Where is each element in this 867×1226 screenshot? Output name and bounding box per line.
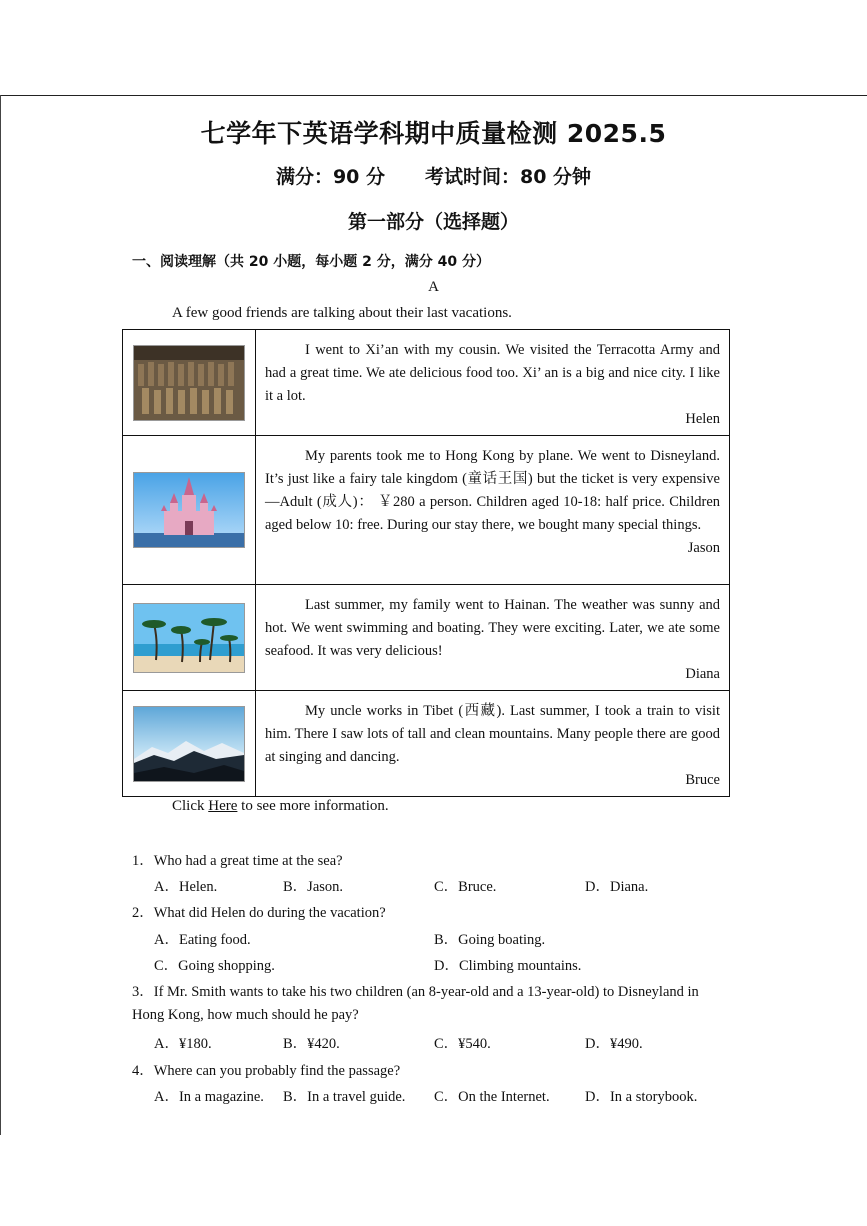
option: C．Going shopping.: [154, 958, 275, 974]
part-heading: 第一部分（选择题）: [347, 211, 519, 233]
question-stem: 4．Where can you probably find the passage?: [132, 1063, 401, 1079]
vacation-table: [122, 329, 730, 797]
page-left-border: [0, 95, 1, 1135]
option: B．¥420.: [283, 1036, 340, 1052]
option: B．Jason.: [283, 879, 344, 895]
option: B．Going boating.: [434, 932, 546, 948]
entry-row: [123, 436, 730, 585]
entry-text: Last summer, my family went to Hainan. The weather was sunny and hot. We went swimming and boating. They were exciting. Later, we ate some seafood. It was very delicious!: [265, 597, 720, 659]
click-suffix: to see more information.: [237, 798, 389, 814]
terracotta-army-image: [133, 345, 245, 421]
palm-beach-image: [133, 603, 245, 673]
entry-name: Helen: [685, 411, 720, 427]
full-score: 满分：90 分: [275, 166, 385, 188]
exam-info: [0, 162, 867, 189]
option: A．Eating food.: [154, 932, 251, 948]
section-heading: 一、阅读理解（共 20 小题，每小题 2 分，满分 40 分）: [132, 254, 490, 270]
question-stem: 3．If Mr. Smith wants to take his two children (an 8-year-old and a 13-year-old) to Disneyland in: [132, 984, 699, 1000]
entry-text-cell: [256, 691, 730, 797]
option: A．Helen.: [154, 879, 218, 895]
option: C．Bruce.: [434, 879, 497, 895]
entry-name: Bruce: [685, 772, 720, 788]
entry-image-cell: [123, 330, 256, 436]
option: B．In a travel guide.: [283, 1089, 406, 1105]
entry-image-cell: [123, 691, 256, 797]
entry-name: Jason: [687, 540, 720, 556]
option: D．¥490.: [585, 1036, 643, 1052]
click-prefix: Click: [172, 798, 209, 814]
entry-row: [123, 330, 730, 436]
entry-image-cell: [123, 436, 256, 585]
entry-text: My parents took me to Hong Kong by plane. We went to Disneyland. It’s just like a fairy tale kingdom (童话王国) but the ticket is very expensive—Adult (成人)： ￥280 a person. Children aged 10-18: half price. Children aged below 10: free. During our stay there, we bought many special things.: [265, 448, 720, 533]
entry-image-cell: [123, 585, 256, 691]
entry-text: I went to Xi’an with my cousin. We visited the Terracotta Army and had a great time. We ate delicious food too. Xi’ an is a big and nice city. I like it a lot.: [265, 342, 720, 404]
tibet-mountains-image: [133, 706, 245, 782]
passage-letter: A: [428, 279, 439, 295]
exam-title: 七学年下英语学科期中质量检测 2025.5: [200, 119, 667, 148]
disney-castle-image: [133, 472, 245, 548]
page-top-border: [0, 95, 867, 96]
entry-text-cell: [256, 436, 730, 585]
option: D．In a storybook.: [585, 1089, 698, 1105]
question-stem: 2．What did Helen do during the vacation?: [132, 905, 386, 921]
more-info-line: [172, 798, 389, 815]
entry-text-cell: [256, 585, 730, 691]
passage-intro: A few good friends are talking about their last vacations.: [172, 305, 512, 321]
option: A．In a magazine.: [154, 1089, 264, 1105]
here-link[interactable]: Here: [208, 798, 238, 814]
entry-row: [123, 691, 730, 797]
entry-text: My uncle works in Tibet (西藏). Last summer, I took a train to visit him. There I saw lots of tall and clean mountains. Many people there are good at singing and dancing.: [265, 703, 720, 765]
option: C．On the Internet.: [434, 1089, 550, 1105]
option: D．Climbing mountains.: [434, 958, 582, 974]
option: A．¥180.: [154, 1036, 212, 1052]
exam-time: 考试时间：80 分钟: [425, 166, 592, 188]
entry-name: Diana: [685, 666, 720, 682]
option: C．¥540.: [434, 1036, 491, 1052]
option: D．Diana.: [585, 879, 649, 895]
question-stem-continued: Hong Kong, how much should he pay?: [132, 1007, 359, 1023]
question-stem: 1．Who had a great time at the sea?: [132, 853, 343, 869]
entry-row: [123, 585, 730, 691]
entry-text-cell: [256, 330, 730, 436]
